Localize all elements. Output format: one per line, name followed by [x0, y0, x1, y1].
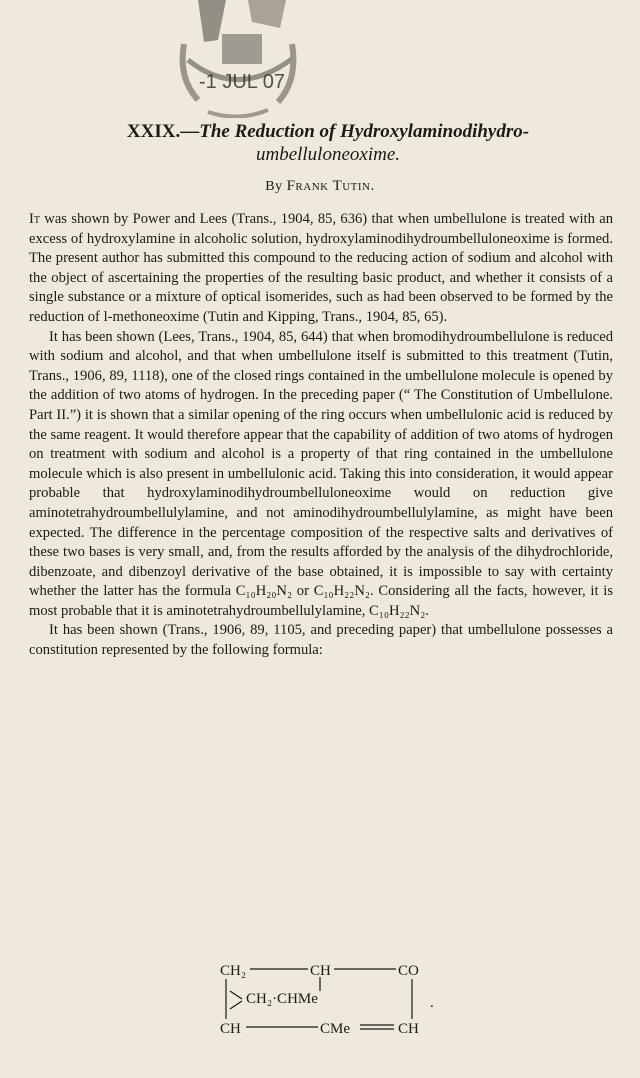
formula-ch-bottom: CH: [220, 1021, 241, 1037]
formula-ch2: CH₂: [220, 963, 247, 979]
paragraph-lead: It: [29, 211, 40, 227]
library-stamp: [168, 0, 308, 118]
byline: [0, 178, 640, 195]
article-title-line1: The Reduction of Hydroxylaminodihydro-: [199, 121, 530, 142]
article-body: [29, 210, 613, 661]
formula-cme: CMe: [320, 1021, 350, 1037]
byline-prefix: By: [265, 179, 283, 194]
bond-ring-a: [230, 991, 242, 999]
article-number: XXIX.—: [126, 121, 200, 142]
bond-ring-b: [230, 1001, 242, 1009]
stamp-date: -1 JUL 07: [199, 71, 285, 93]
formula-ch-right: CH: [398, 1021, 419, 1037]
paragraph-2: It has been shown (Lees, Trans., 1904, 85, 644) that when bromodihydroumbellulone is reduced with sodium and alcohol, and that when umbellulone itself is submitted to this treatment (Tutin, Trans., 1906, 89, 1118), one of the closed rings contained in the umbellulone molecule is opened by the addition of two atoms of hydrogen. In the preceding paper (“ The Constitution of Umbellulone. Part II.”) it is shown that a similar opening of the ring occurs when umbellulonic acid is reduced by the same reagent. It would therefore appear that the capability of addition of two atoms of hydrogen on treatment with sodium and alcohol is a property of that ring contained in the umbellulone molecule which is also present in umbellulonic acid. Taking this into consideration, it would appear probable that hydroxylaminodihydroumbelluloneoxime would on reduction give aminotetrahydroumbellulylamine, and not aminodihydroumbellulylamine, as might have been expected. The difference in the percentage composition of the respective salts and derivatives of these two bases is very small, and, from the results afforded by the analysis of the dihydrochloride, dibenzoate, and dibenzoyl derivative of the base obtained, it is impossible to say with certainty whether the latter has the formula C₁₀H₂₀N₂ or C₁₀H₂₂N₂. Considering all the facts, however, it is most probable that it is aminotetrahydroumbellulylamine, C₁₀H₂₂N₂.: [29, 328, 613, 619]
article-title: [28, 120, 628, 144]
formula-period: .: [430, 995, 434, 1011]
formula-side-chain: CH₂·CHMe: [246, 991, 318, 1007]
formula-co: CO: [398, 963, 419, 979]
structural-formula: [200, 955, 460, 1055]
paragraph-3: It has been shown (Trans., 1906, 89, 1105, and preceding paper) that umbellulone possesses a constitution represented by the following formula:: [29, 622, 613, 659]
paragraph-1-text: was shown by Power and Lees (Trans., 1904, 85, 636) that when umbellulone is treated with an excess of hydroxylamine in alcoholic solution, hydroxylaminodihydroumbelluloneoxime is formed. The present author has submitted this compound to the reducing action of sodium and alcohol with the object of ascertaining the properties of the resulting basic product, and whether it consists of a single substance or a mixture of optical isomerides, such as had been observed to be formed by the reduction of l-methoneoxime (Tutin and Kipping, Trans., 1904, 85, 65).: [29, 211, 613, 325]
formula-ch-top: CH: [310, 963, 331, 979]
paragraph-1: [29, 210, 613, 328]
author-name: Frank Tutin.: [286, 178, 375, 194]
article-title-line2: umbelluloneoxime.: [255, 144, 401, 165]
